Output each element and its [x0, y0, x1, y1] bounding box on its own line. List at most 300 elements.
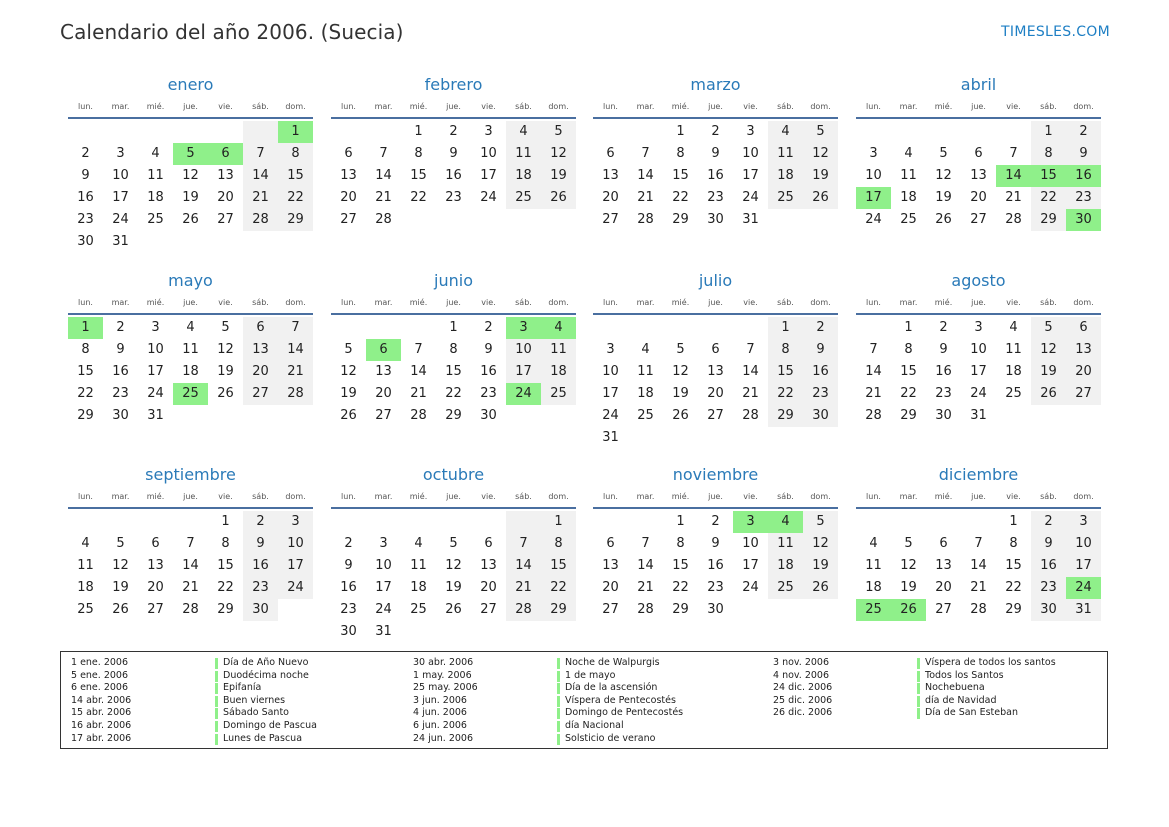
holiday-name: Todos los Santos — [925, 669, 1004, 681]
weekday-label: mié. — [671, 298, 690, 307]
empty-day-cell — [243, 121, 278, 143]
day-grid — [331, 511, 576, 643]
site-brand-link[interactable]: TIMESLES.COM — [1001, 24, 1110, 40]
day-cell: 24 — [480, 190, 497, 205]
day-cell: 23 — [243, 577, 278, 599]
day-cell: 5 — [803, 121, 838, 143]
day-cell: 17 — [480, 168, 497, 183]
holiday-day-cell: 3 — [506, 317, 541, 339]
day-cell: 10 — [375, 558, 392, 573]
weekday-header — [856, 101, 1101, 119]
day-grid — [856, 511, 1101, 621]
day-cell: 26 — [803, 577, 838, 599]
day-cell: 17 — [506, 361, 541, 383]
day-cell: 17 — [742, 168, 759, 183]
day-cell: 19 — [217, 364, 234, 379]
day-cell: 18 — [637, 386, 654, 401]
day-cell: 11 — [768, 143, 803, 165]
day-cell: 10 — [112, 168, 129, 183]
day-cell: 14 — [742, 364, 759, 379]
day-cell: 4 — [869, 536, 878, 551]
day-cell: 30 — [112, 408, 129, 423]
holiday-marker — [917, 671, 920, 682]
day-cell: 26 — [217, 386, 234, 401]
day-cell: 26 — [182, 212, 199, 227]
day-cell: 8 — [449, 342, 458, 357]
holiday-day-cell: 4 — [768, 511, 803, 533]
day-cell: 15 — [217, 558, 234, 573]
day-cell: 14 — [278, 339, 313, 361]
day-cell: 18 — [182, 364, 199, 379]
weekday-label: sáb. — [1040, 492, 1057, 501]
day-cell: 24 — [742, 580, 759, 595]
day-cell: 21 — [278, 361, 313, 383]
day-cell: 10 — [602, 364, 619, 379]
holiday-marker — [215, 721, 218, 732]
day-cell: 7 — [186, 536, 195, 551]
day-cell: 6 — [606, 146, 615, 161]
day-cell: 21 — [742, 386, 759, 401]
empty-day-cell — [961, 511, 996, 533]
day-grid — [856, 121, 1101, 231]
day-cell: 16 — [707, 558, 724, 573]
day-cell: 28 — [243, 209, 278, 231]
day-cell: 29 — [541, 599, 576, 621]
day-cell: 29 — [768, 405, 803, 427]
empty-day-cell — [68, 511, 103, 533]
day-cell: 30 — [707, 212, 724, 227]
weekday-label: dom. — [810, 298, 831, 307]
day-cell: 9 — [484, 342, 493, 357]
holiday-name: Duodécima noche — [223, 669, 309, 681]
weekday-label: mar. — [374, 102, 393, 111]
empty-day-cell — [733, 317, 768, 339]
day-cell: 30 — [935, 408, 952, 423]
day-cell: 20 — [217, 190, 234, 205]
day-cell: 6 — [711, 342, 720, 357]
day-cell: 21 — [970, 580, 987, 595]
day-cell: 2 — [484, 320, 493, 335]
day-cell: 8 — [904, 342, 913, 357]
day-cell: 28 — [410, 408, 427, 423]
day-cell: 25 — [77, 602, 94, 617]
day-cell: 22 — [217, 580, 234, 595]
day-cell: 27 — [217, 212, 234, 227]
weekday-header — [331, 491, 576, 509]
weekday-label: dom. — [1073, 298, 1094, 307]
weekday-label: dom. — [1073, 102, 1094, 111]
day-cell: 12 — [541, 143, 576, 165]
weekday-header — [331, 101, 576, 119]
month-name: enero — [167, 75, 214, 94]
day-cell: 18 — [1005, 364, 1022, 379]
day-cell: 19 — [672, 386, 689, 401]
day-cell: 18 — [410, 580, 427, 595]
weekday-header — [856, 491, 1101, 509]
day-cell: 20 — [935, 580, 952, 595]
holiday-marker — [917, 696, 920, 707]
day-grid — [331, 317, 576, 427]
day-cell: 11 — [410, 558, 427, 573]
weekday-label: lun. — [866, 102, 881, 111]
day-cell: 7 — [746, 342, 755, 357]
day-cell: 18 — [506, 165, 541, 187]
holiday-marker — [917, 683, 920, 694]
day-cell: 28 — [742, 408, 759, 423]
day-cell: 8 — [221, 536, 230, 551]
day-cell: 22 — [768, 383, 803, 405]
holiday-name: Nochebuena — [925, 682, 985, 694]
day-cell: 6 — [1066, 317, 1101, 339]
day-cell: 14 — [182, 558, 199, 573]
day-cell: 20 — [480, 580, 497, 595]
day-cell: 12 — [935, 168, 952, 183]
day-cell: 15 — [77, 364, 94, 379]
day-cell: 1 — [904, 320, 913, 335]
day-cell: 29 — [278, 209, 313, 231]
day-cell: 15 — [1005, 558, 1022, 573]
day-cell: 9 — [711, 146, 720, 161]
day-cell: 14 — [243, 165, 278, 187]
day-cell: 16 — [243, 555, 278, 577]
day-cell: 2 — [243, 511, 278, 533]
day-cell: 17 — [278, 555, 313, 577]
weekday-label: mar. — [374, 492, 393, 501]
day-cell: 9 — [81, 168, 90, 183]
day-cell: 23 — [1031, 577, 1066, 599]
weekday-label: mié. — [409, 102, 428, 111]
day-cell: 26 — [935, 212, 952, 227]
weekday-label: sáb. — [252, 102, 269, 111]
holiday-date: 3 nov. 2006 — [773, 657, 829, 668]
weekday-label: jue. — [971, 102, 986, 111]
weekday-header — [856, 297, 1101, 315]
holiday-name: Víspera de todos los santos — [925, 657, 1056, 668]
weekday-label: lun. — [78, 492, 93, 501]
holiday-day-cell: 6 — [366, 339, 401, 361]
day-cell: 23 — [112, 386, 129, 401]
month-name: diciembre — [938, 465, 1019, 484]
weekday-label: mié. — [146, 298, 165, 307]
day-cell: 10 — [970, 342, 987, 357]
holiday-date: 24 dic. 2006 — [773, 682, 833, 694]
day-cell: 20 — [970, 190, 987, 205]
day-cell: 9 — [344, 558, 353, 573]
day-cell: 27 — [935, 602, 952, 617]
day-cell: 29 — [445, 408, 462, 423]
weekday-label: lun. — [866, 298, 881, 307]
day-cell: 3 — [606, 342, 615, 357]
day-cell: 1 — [414, 124, 423, 139]
day-cell: 28 — [278, 383, 313, 405]
day-cell: 3 — [746, 124, 755, 139]
day-cell: 8 — [1031, 143, 1066, 165]
weekday-label: mar. — [899, 102, 918, 111]
empty-day-cell — [926, 121, 961, 143]
weekday-label: sáb. — [1040, 102, 1057, 111]
day-cell: 29 — [77, 408, 94, 423]
day-cell: 24 — [375, 602, 392, 617]
day-cell: 5 — [676, 342, 685, 357]
holiday-marker — [557, 708, 560, 719]
weekday-header — [68, 297, 313, 315]
day-cell: 5 — [221, 320, 230, 335]
day-cell: 26 — [803, 187, 838, 209]
day-cell: 20 — [147, 580, 164, 595]
day-cell: 21 — [375, 190, 392, 205]
day-cell: 23 — [707, 190, 724, 205]
day-cell: 30 — [1031, 599, 1066, 621]
day-cell: 27 — [707, 408, 724, 423]
day-cell: 15 — [672, 168, 689, 183]
day-cell: 18 — [768, 165, 803, 187]
weekday-label: mar. — [636, 102, 655, 111]
day-cell: 12 — [340, 364, 357, 379]
day-cell: 13 — [602, 168, 619, 183]
holiday-marker — [557, 696, 560, 707]
empty-day-cell — [366, 317, 401, 339]
holiday-date: 4 jun. 2006 — [413, 707, 467, 719]
holiday-day-cell: 24 — [506, 383, 541, 405]
empty-day-cell — [68, 121, 103, 143]
weekday-header — [68, 101, 313, 119]
holiday-marker — [557, 734, 560, 745]
day-cell: 29 — [217, 602, 234, 617]
empty-day-cell — [926, 511, 961, 533]
day-cell: 5 — [904, 536, 913, 551]
day-cell: 1 — [541, 511, 576, 533]
day-cell: 20 — [707, 386, 724, 401]
day-grid — [856, 317, 1101, 427]
day-cell: 28 — [970, 602, 987, 617]
weekday-label: jue. — [708, 298, 723, 307]
weekday-label: vie. — [1006, 298, 1021, 307]
empty-day-cell — [138, 511, 173, 533]
holiday-marker — [917, 708, 920, 719]
day-cell: 7 — [641, 146, 650, 161]
weekday-label: lun. — [341, 298, 356, 307]
day-cell: 15 — [278, 165, 313, 187]
holiday-marker — [215, 683, 218, 694]
holiday-day-cell: 16 — [1066, 165, 1101, 187]
month-name: febrero — [424, 75, 483, 94]
day-cell: 25 — [147, 212, 164, 227]
empty-day-cell — [366, 511, 401, 533]
day-cell: 10 — [1066, 533, 1101, 555]
empty-day-cell — [996, 121, 1031, 143]
empty-day-cell — [471, 511, 506, 533]
day-cell: 19 — [445, 580, 462, 595]
weekday-label: vie. — [743, 298, 758, 307]
day-cell: 13 — [217, 168, 234, 183]
empty-day-cell — [331, 121, 366, 143]
day-cell: 28 — [637, 602, 654, 617]
day-cell: 10 — [742, 536, 759, 551]
day-cell: 26 — [672, 408, 689, 423]
day-cell: 10 — [506, 339, 541, 361]
day-cell: 1 — [768, 317, 803, 339]
day-cell: 16 — [340, 580, 357, 595]
empty-day-cell — [856, 511, 891, 533]
holiday-legend — [60, 651, 1108, 749]
holiday-date: 3 jun. 2006 — [413, 694, 467, 706]
day-cell: 25 — [768, 577, 803, 599]
weekday-label: dom. — [810, 492, 831, 501]
day-cell: 7 — [506, 533, 541, 555]
day-cell: 5 — [803, 511, 838, 533]
day-cell: 27 — [970, 212, 987, 227]
weekday-label: lun. — [866, 492, 881, 501]
day-cell: 8 — [541, 533, 576, 555]
empty-day-cell — [331, 511, 366, 533]
day-cell: 30 — [77, 234, 94, 249]
holiday-date: 16 abr. 2006 — [71, 719, 132, 731]
weekday-label: jue. — [708, 492, 723, 501]
day-cell: 16 — [803, 361, 838, 383]
empty-day-cell — [436, 511, 471, 533]
day-cell: 18 — [77, 580, 94, 595]
day-cell: 3 — [1066, 511, 1101, 533]
day-cell: 8 — [1009, 536, 1018, 551]
day-cell: 11 — [1005, 342, 1022, 357]
day-cell: 2 — [344, 536, 353, 551]
weekday-label: mar. — [111, 492, 130, 501]
holiday-date: 26 dic. 2006 — [773, 707, 833, 719]
day-cell: 9 — [243, 533, 278, 555]
day-cell: 27 — [243, 383, 278, 405]
day-cell: 29 — [672, 212, 689, 227]
day-cell: 2 — [711, 124, 720, 139]
weekday-label: mar. — [899, 492, 918, 501]
day-cell: 21 — [410, 386, 427, 401]
day-cell: 28 — [506, 599, 541, 621]
day-cell: 25 — [541, 383, 576, 405]
day-cell: 28 — [1005, 212, 1022, 227]
day-cell: 25 — [768, 187, 803, 209]
empty-day-cell — [103, 511, 138, 533]
holiday-day-cell: 1 — [68, 317, 103, 339]
day-cell: 2 — [939, 320, 948, 335]
day-cell: 3 — [151, 320, 160, 335]
weekday-label: mié. — [671, 492, 690, 501]
day-cell: 30 — [243, 599, 278, 621]
day-cell: 20 — [243, 361, 278, 383]
holiday-name: Día de Año Nuevo — [223, 657, 309, 668]
day-cell: 2 — [1066, 121, 1101, 143]
empty-day-cell — [628, 511, 663, 533]
holiday-name: Víspera de Pentecostés — [565, 694, 676, 706]
day-cell: 23 — [1066, 187, 1101, 209]
holiday-name: día de Navidad — [925, 694, 997, 706]
day-cell: 21 — [506, 577, 541, 599]
day-cell: 6 — [974, 146, 983, 161]
month-octubre — [331, 464, 576, 643]
empty-day-cell — [593, 317, 628, 339]
day-cell: 4 — [1009, 320, 1018, 335]
day-cell: 23 — [445, 190, 462, 205]
day-cell: 11 — [506, 143, 541, 165]
empty-day-cell — [593, 121, 628, 143]
empty-day-cell — [891, 511, 926, 533]
holiday-day-cell: 4 — [541, 317, 576, 339]
day-cell: 31 — [602, 430, 619, 445]
empty-day-cell — [593, 511, 628, 533]
day-cell: 19 — [340, 386, 357, 401]
day-cell: 9 — [1031, 533, 1066, 555]
day-cell: 23 — [935, 386, 952, 401]
day-cell: 30 — [803, 405, 838, 427]
holiday-day-cell: 14 — [996, 165, 1031, 187]
day-cell: 27 — [602, 212, 619, 227]
weekday-label: dom. — [285, 298, 306, 307]
weekday-label: vie. — [743, 492, 758, 501]
weekday-label: lun. — [341, 492, 356, 501]
empty-day-cell — [173, 121, 208, 143]
weekday-label: dom. — [548, 298, 569, 307]
day-cell: 5 — [344, 342, 353, 357]
holiday-name: Solsticio de verano — [565, 732, 656, 744]
day-cell: 2 — [449, 124, 458, 139]
weekday-label: sáb. — [515, 102, 532, 111]
day-cell: 22 — [541, 577, 576, 599]
day-cell: 28 — [637, 212, 654, 227]
weekday-label: sáb. — [1040, 298, 1057, 307]
weekday-label: dom. — [548, 102, 569, 111]
weekday-header — [331, 297, 576, 315]
day-cell: 15 — [768, 361, 803, 383]
weekday-label: mié. — [409, 492, 428, 501]
weekday-label: mié. — [671, 102, 690, 111]
day-cell: 26 — [340, 408, 357, 423]
day-cell: 22 — [900, 386, 917, 401]
day-cell: 15 — [900, 364, 917, 379]
holiday-date: 14 abr. 2006 — [71, 694, 132, 706]
day-cell: 16 — [77, 190, 94, 205]
empty-day-cell — [331, 317, 366, 339]
day-cell: 26 — [112, 602, 129, 617]
empty-day-cell — [856, 317, 891, 339]
holiday-marker — [557, 671, 560, 682]
month-abril — [856, 74, 1101, 231]
day-cell: 23 — [340, 602, 357, 617]
holiday-day-cell: 25 — [173, 383, 208, 405]
day-cell: 27 — [147, 602, 164, 617]
day-cell: 1 — [221, 514, 230, 529]
holiday-day-cell: 15 — [1031, 165, 1066, 187]
day-cell: 15 — [410, 168, 427, 183]
day-cell: 24 — [970, 386, 987, 401]
weekday-header — [593, 491, 838, 509]
day-cell: 12 — [217, 342, 234, 357]
day-cell: 11 — [637, 364, 654, 379]
weekday-label: vie. — [1006, 102, 1021, 111]
weekday-label: vie. — [481, 298, 496, 307]
holiday-day-cell: 30 — [1066, 209, 1101, 231]
holiday-date: 4 nov. 2006 — [773, 669, 829, 681]
weekday-label: lun. — [603, 492, 618, 501]
day-cell: 31 — [147, 408, 164, 423]
day-cell: 19 — [935, 190, 952, 205]
month-name: marzo — [690, 75, 741, 94]
day-cell: 9 — [711, 536, 720, 551]
day-cell: 30 — [707, 602, 724, 617]
day-cell: 14 — [970, 558, 987, 573]
day-cell: 7 — [243, 143, 278, 165]
day-cell: 2 — [116, 320, 125, 335]
weekday-label: jue. — [971, 492, 986, 501]
weekday-label: jue. — [446, 298, 461, 307]
weekday-label: vie. — [481, 492, 496, 501]
